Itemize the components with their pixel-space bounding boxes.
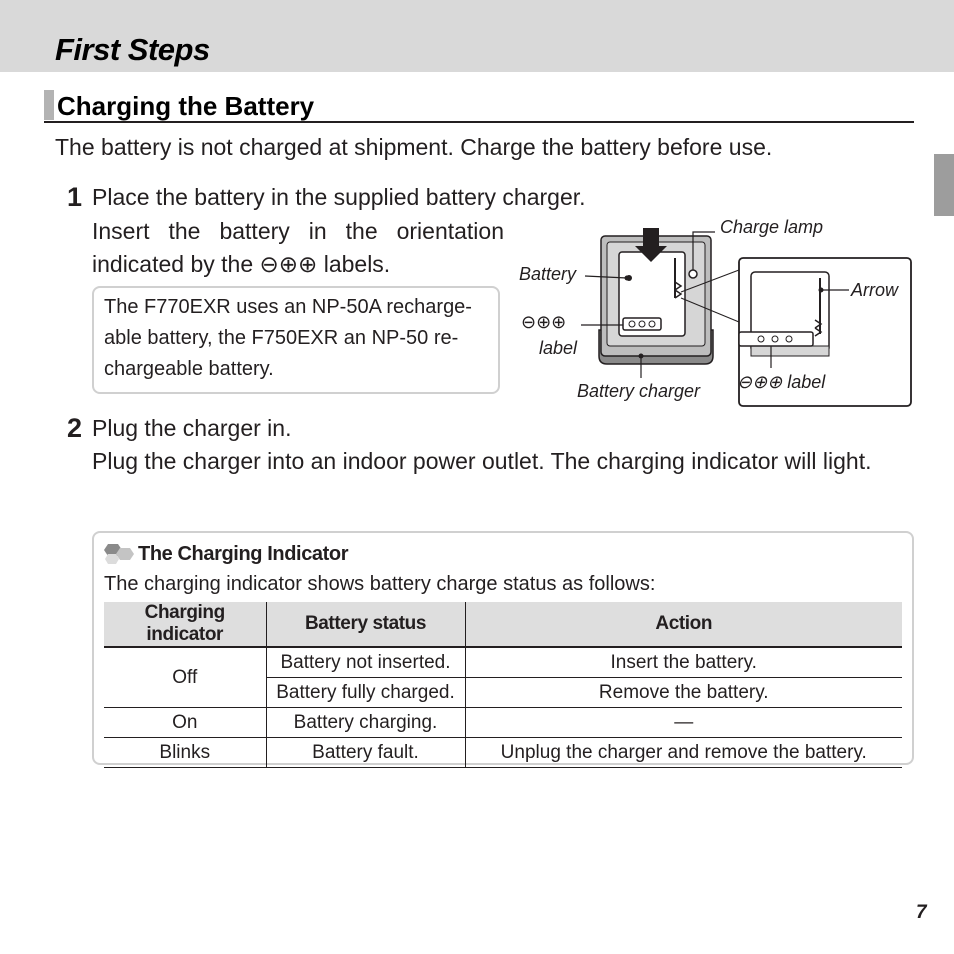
status-cell: Battery fault. [266,738,465,768]
column-header: Action [465,602,902,647]
charging-indicator-table [104,602,902,768]
page-number: 7 [916,902,927,923]
step-1-number: 1 [67,182,83,212]
terminal-label-detail: ⊖⊕⊕ label [737,372,826,392]
note-text: The F770EXR uses an NP-50A recharge-able battery, the F750EXR an NP-50 re-chargeable battery. [104,296,472,380]
chapter-tab [934,154,954,216]
charge-lamp-label: Charge lamp [720,217,824,237]
table-row [104,708,902,738]
section-intro: The battery is not charged at shipment. Charge the battery before use. [55,134,773,160]
section-rule [44,121,914,123]
action-cell: Unplug the charger and remove the battery. [465,738,902,768]
arrow-label: Arrow [851,280,899,300]
terminal-label-word: label [539,338,578,358]
terminal-symbols: ⊖⊕⊕ [521,312,567,332]
table-row [104,647,902,678]
battery-charger-label: Battery charger [577,381,701,401]
charger-diagram [515,214,915,410]
step-1-body: Insert the battery in the orientation indicated by the ⊖⊕⊕ labels. [92,218,504,277]
action-cell: Insert the battery. [465,647,902,678]
section-marker [44,90,54,120]
battery-label: Battery [519,264,577,284]
action-cell: Remove the battery. [465,678,902,708]
tips-icon [104,540,134,568]
status-cell: Battery charging. [266,708,465,738]
indicator-cell: On [104,708,266,738]
indicator-cell: Off [104,647,266,708]
step-1-heading: Place the battery in the supplied battery charger. [92,184,586,210]
action-cell: — [465,708,902,738]
table-row [104,738,902,768]
step-2-heading: Plug the charger in. [92,415,292,441]
column-header: Battery status [266,602,465,647]
info-title: The Charging Indicator [138,543,349,565]
charger-illustration [515,214,915,410]
page-title: First Steps [55,32,210,67]
section-title: Charging the Battery [57,91,315,121]
indicator-cell: Blinks [104,738,266,768]
info-text: The charging indicator shows battery charge status as follows: [104,573,656,595]
step-2-body: Plug the charger into an indoor power outlet. The charging indicator will light. [92,448,872,474]
table-header-row [104,602,902,647]
status-cell: Battery not inserted. [266,647,465,678]
column-header: Charging indicator [104,602,266,647]
status-cell: Battery fully charged. [266,678,465,708]
step-2-number: 2 [67,413,83,443]
